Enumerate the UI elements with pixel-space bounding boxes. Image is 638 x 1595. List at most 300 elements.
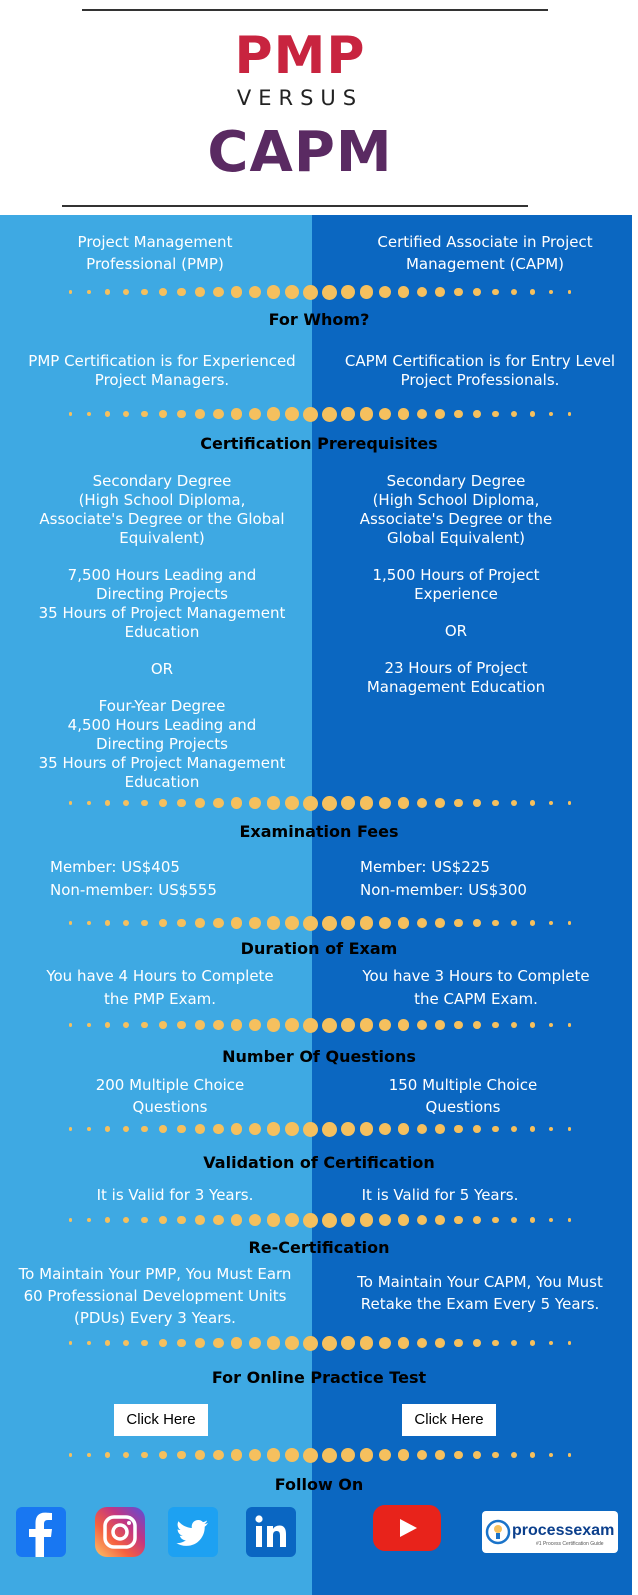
dot-divider [0, 1210, 638, 1230]
svg-text:#1 Process Certification Guide: #1 Process Certification Guide [536, 1541, 604, 1547]
top-divider [82, 9, 548, 11]
divider-dot [379, 1449, 391, 1461]
divider-dot [213, 1338, 224, 1349]
divider-dot [159, 288, 167, 296]
heading-practice-test: For Online Practice Test [211, 1368, 427, 1387]
divider-dot [473, 919, 481, 927]
pmp-duration: You have 4 Hours to Complete the PMP Exam. [46, 967, 274, 1008]
divider-dot [231, 1214, 242, 1225]
divider-dot [530, 1217, 535, 1222]
divider-dot [177, 1451, 186, 1460]
divider-dot [285, 916, 299, 930]
divider-dot [213, 1020, 224, 1031]
heading-for-whom: For Whom? [268, 310, 370, 329]
divider-dot [568, 1218, 571, 1221]
divider-dot [454, 1125, 463, 1134]
prereq-line: Four-Year Degree [98, 697, 226, 715]
divider-dot [549, 1453, 553, 1457]
divider-dot [454, 1021, 463, 1030]
divider-dot [141, 411, 148, 418]
divider-dot [360, 285, 373, 298]
pmp-prerequisites [12, 472, 312, 792]
divider-dot [511, 1126, 517, 1132]
divider-dot [568, 1453, 571, 1456]
divider-dot [322, 1122, 337, 1137]
divider-dot [511, 1340, 517, 1346]
divider-dot [322, 916, 337, 931]
divider-dot [398, 286, 409, 297]
divider-dot [195, 1338, 205, 1348]
divider-dot [285, 1122, 299, 1136]
divider-dot [454, 799, 463, 808]
divider-dot [141, 1217, 148, 1224]
prereq-line: Management Education [366, 678, 546, 696]
divider-dot [285, 285, 299, 299]
divider-dot [549, 1023, 553, 1027]
prereq-line: Secondary Degree [386, 472, 526, 490]
divider-dot [360, 1213, 373, 1226]
divider-dot [417, 918, 428, 929]
divider-dot [360, 1448, 373, 1461]
divider-dot [141, 1022, 148, 1029]
divider-dot [398, 408, 409, 419]
heading-duration: Duration of Exam [240, 939, 398, 958]
prereq-line: Associate's Degree or the [359, 510, 553, 528]
pmp-practice-button[interactable]: Click Here [114, 1404, 208, 1436]
divider-dot [141, 800, 148, 807]
capm-recertification: To Maintain Your CAPM, You Must Retake the Exam Every 5 Years. [357, 1273, 603, 1313]
capm-validity: It is Valid for 5 Years. [361, 1186, 519, 1204]
processexam-logo[interactable] [482, 1511, 618, 1553]
divider-dot [159, 410, 167, 418]
divider-dot [435, 409, 445, 419]
divider-dot [379, 1019, 391, 1031]
divider-dot [105, 289, 110, 294]
prereq-line: Associate's Degree or the Global [39, 510, 285, 528]
divider-dot [322, 796, 337, 811]
divider-dot [417, 1450, 428, 1461]
divider-dot [530, 800, 535, 805]
divider-dot [87, 1023, 91, 1027]
heading-validation: Validation of Certification [203, 1153, 435, 1172]
divider-dot [213, 287, 224, 298]
divider-dot [379, 1214, 391, 1226]
divider-dot [123, 1022, 129, 1028]
divider-dot [473, 799, 481, 807]
divider-dot [249, 408, 261, 420]
pmp-full-name: Project Management Professional (PMP) [77, 233, 233, 273]
divider-dot [568, 412, 571, 415]
divider-dot [549, 801, 553, 805]
title-versus: VERSUS [236, 86, 364, 110]
divider-dot [249, 1337, 261, 1349]
divider-dot [267, 1448, 280, 1461]
divider-dot [267, 285, 280, 298]
divider-dot [249, 917, 261, 929]
divider-dot [249, 1214, 261, 1226]
divider-dot [473, 1451, 481, 1459]
capm-member-fee: Member: US$225 [360, 858, 490, 876]
divider-dot [231, 286, 242, 297]
prereq-line: Directing Projects [95, 735, 228, 753]
divider-dot [303, 407, 318, 422]
prereq-line: 35 Hours of Project Management [38, 604, 286, 622]
divider-dot [195, 409, 205, 419]
divider-dot [398, 1337, 409, 1348]
divider-dot [195, 287, 205, 297]
divider-dot [435, 1020, 445, 1030]
divider-dot [87, 1341, 91, 1345]
pmp-validity: It is Valid for 3 Years. [96, 1186, 254, 1204]
divider-dot [435, 1124, 445, 1134]
divider-dot [360, 1018, 373, 1031]
divider-dot [303, 285, 318, 300]
divider-dot [549, 1218, 553, 1222]
prereq-line: Education [124, 773, 200, 791]
divider-dot [511, 800, 517, 806]
divider-dot [435, 1338, 445, 1348]
divider-dot [105, 411, 110, 416]
divider-dot [454, 288, 463, 297]
divider-dot [398, 1214, 409, 1225]
divider-dot [435, 1215, 445, 1225]
divider-dot [141, 289, 148, 296]
divider-dot [177, 1339, 186, 1348]
divider-dot [473, 1339, 481, 1347]
divider-dot [341, 796, 355, 810]
divider-dot [530, 1452, 535, 1457]
divider-dot [231, 1337, 242, 1348]
divider-dot [568, 1127, 571, 1130]
divider-dot [379, 286, 391, 298]
divider-dot [159, 1021, 167, 1029]
divider-dot [379, 1123, 391, 1135]
bottom-divider [62, 205, 528, 207]
divider-dot [69, 921, 72, 924]
title-pmp: PMP [234, 26, 366, 86]
divider-dot [303, 1213, 318, 1228]
divider-dot [398, 797, 409, 808]
divider-dot [231, 408, 242, 419]
divider-dot [123, 411, 129, 417]
dot-divider [0, 913, 638, 933]
divider-dot [549, 1127, 553, 1131]
divider-dot [341, 1448, 355, 1462]
divider-dot [303, 1122, 318, 1137]
divider-dot [435, 1450, 445, 1460]
divider-dot [213, 1450, 224, 1461]
divider-dot [195, 1450, 205, 1460]
capm-duration: You have 3 Hours to Complete the CAPM Exam. [362, 967, 590, 1008]
divider-dot [141, 1452, 148, 1459]
divider-dot [492, 1452, 499, 1459]
divider-dot [492, 411, 499, 418]
divider-dot [511, 1022, 517, 1028]
divider-dot [213, 918, 224, 929]
divider-dot [568, 921, 571, 924]
divider-dot [267, 1018, 280, 1031]
divider-dot [435, 798, 445, 808]
dot-divider [0, 282, 638, 302]
divider-dot [177, 1125, 186, 1134]
divider-dot [492, 1022, 499, 1029]
divider-dot [123, 1340, 129, 1346]
capm-questions: 150 Multiple Choice Questions [388, 1076, 538, 1116]
divider-dot [379, 797, 391, 809]
divider-dot [105, 800, 110, 805]
prereq-line: Equivalent) [119, 529, 205, 547]
divider-dot [379, 917, 391, 929]
divider-dot [379, 408, 391, 420]
divider-dot [285, 407, 299, 421]
pmp-recertification: To Maintain Your PMP, You Must Earn 60 Professional Development Units (PDUs) Every 3 Years. [18, 1265, 292, 1327]
divider-dot [303, 796, 318, 811]
divider-dot [341, 1213, 355, 1227]
divider-dot [69, 1023, 72, 1026]
divider-dot [69, 801, 72, 804]
divider-dot [341, 916, 355, 930]
divider-dot [231, 1019, 242, 1030]
divider-dot [159, 1339, 167, 1347]
capm-prerequisites [326, 472, 586, 697]
heading-follow-on: Follow On [274, 1475, 364, 1494]
divider-dot [105, 1217, 110, 1222]
divider-dot [69, 290, 72, 293]
divider-dot [141, 920, 148, 927]
divider-dot [303, 1336, 318, 1351]
dot-divider [0, 1445, 638, 1465]
divider-dot [159, 1216, 167, 1224]
dot-divider [0, 404, 638, 424]
capm-nonmember-fee: Non-member: US$300 [360, 881, 527, 899]
capm-practice-button[interactable]: Click Here [402, 1404, 496, 1436]
dot-divider [0, 1119, 638, 1139]
divider-dot [549, 921, 553, 925]
instagram-icon[interactable] [95, 1507, 145, 1557]
divider-dot [213, 1215, 224, 1226]
divider-dot [195, 918, 205, 928]
divider-dot [322, 1448, 337, 1463]
divider-dot [568, 801, 571, 804]
linkedin-icon[interactable] [246, 1507, 296, 1557]
divider-dot [398, 1449, 409, 1460]
prereq-line: 35 Hours of Project Management [38, 754, 286, 772]
prereq-line: 1,500 Hours of Project [372, 566, 540, 584]
divider-dot [417, 1020, 428, 1031]
divider-dot [195, 798, 205, 808]
divider-dot [341, 407, 355, 421]
prereq-or: OR [444, 622, 468, 640]
divider-dot [231, 797, 242, 808]
heading-prerequisites: Certification Prerequisites [200, 434, 438, 453]
prereq-line: (High School Diploma, [372, 491, 540, 509]
divider-dot [303, 1018, 318, 1033]
divider-dot [267, 916, 280, 929]
divider-dot [473, 410, 481, 418]
divider-dot [105, 1126, 110, 1131]
divider-dot [69, 1341, 72, 1344]
divider-dot [530, 1126, 535, 1131]
divider-dot [454, 1451, 463, 1460]
divider-dot [473, 1021, 481, 1029]
divider-dot [322, 285, 337, 300]
divider-dot [322, 1018, 337, 1033]
divider-dot [87, 921, 91, 925]
divider-dot [159, 1451, 167, 1459]
divider-dot [267, 1122, 280, 1135]
divider-dot [341, 1122, 355, 1136]
divider-dot [530, 289, 535, 294]
divider-dot [177, 1021, 186, 1030]
divider-dot [568, 1341, 571, 1344]
heading-questions: Number Of Questions [222, 1047, 416, 1066]
divider-dot [159, 1125, 167, 1133]
pmp-questions: 200 Multiple Choice Questions [95, 1076, 245, 1116]
prereq-line: Directing Projects [95, 585, 228, 603]
capm-full-name: Certified Associate in Project Management (CAPM) [377, 233, 593, 273]
divider-dot [492, 1340, 499, 1347]
divider-dot [285, 1018, 299, 1032]
divider-dot [105, 1340, 110, 1345]
divider-dot [159, 799, 167, 807]
divider-dot [417, 409, 428, 420]
divider-dot [530, 920, 535, 925]
title-capm: CAPM [207, 120, 393, 185]
divider-dot [213, 798, 224, 809]
divider-dot [249, 1449, 261, 1461]
divider-dot [492, 289, 499, 296]
divider-dot [492, 1126, 499, 1133]
prereq-line: Experience [414, 585, 498, 603]
facebook-icon[interactable] [16, 1507, 66, 1557]
divider-dot [159, 919, 167, 927]
divider-dot [141, 1126, 148, 1133]
divider-dot [435, 287, 445, 297]
prereq-line: Secondary Degree [92, 472, 232, 490]
pmp-member-fee: Member: US$405 [50, 858, 180, 876]
divider-dot [473, 288, 481, 296]
divider-dot [249, 1123, 261, 1135]
divider-dot [87, 1218, 91, 1222]
divider-dot [267, 796, 280, 809]
divider-dot [69, 412, 72, 415]
divider-dot [398, 917, 409, 928]
divider-dot [177, 799, 186, 808]
divider-dot [322, 1336, 337, 1351]
divider-dot [417, 287, 428, 298]
divider-dot [123, 1126, 129, 1132]
twitter-icon[interactable] [168, 1507, 218, 1557]
divider-dot [69, 1218, 72, 1221]
divider-dot [141, 1340, 148, 1347]
divider-dot [105, 920, 110, 925]
divider-dot [568, 290, 571, 293]
divider-dot [195, 1215, 205, 1225]
heading-recertification: Re-Certification [248, 1238, 390, 1257]
divider-dot [249, 1019, 261, 1031]
prereq-line: 4,500 Hours Leading and [67, 716, 257, 734]
divider-dot [213, 1124, 224, 1135]
divider-dot [473, 1216, 481, 1224]
divider-dot [123, 800, 129, 806]
divider-dot [69, 1127, 72, 1130]
divider-dot [249, 286, 261, 298]
divider-dot [87, 1453, 91, 1457]
divider-dot [398, 1019, 409, 1030]
dot-divider [0, 793, 638, 813]
divider-dot [285, 1448, 299, 1462]
prereq-line: Education [124, 623, 200, 641]
divider-dot [303, 916, 318, 931]
divider-dot [492, 920, 499, 927]
divider-dot [530, 1022, 535, 1027]
divider-dot [341, 1018, 355, 1032]
divider-dot [360, 916, 373, 929]
pmp-nonmember-fee: Non-member: US$555 [50, 881, 217, 899]
divider-dot [379, 1337, 391, 1349]
divider-dot [360, 796, 373, 809]
youtube-icon[interactable] [373, 1505, 441, 1551]
divider-dot [398, 1123, 409, 1134]
divider-dot [123, 920, 129, 926]
divider-dot [123, 1452, 129, 1458]
divider-dot [417, 1215, 428, 1226]
divider-dot [87, 412, 91, 416]
divider-dot [231, 917, 242, 928]
divider-dot [511, 1217, 517, 1223]
prereq-line: (High School Diploma, [78, 491, 246, 509]
divider-dot [530, 411, 535, 416]
divider-dot [69, 1453, 72, 1456]
capm-for-whom: CAPM Certification is for Entry Level Project Professionals. [344, 352, 616, 389]
divider-dot [177, 410, 186, 419]
svg-text:processexam: processexam [512, 1522, 615, 1539]
divider-dot [473, 1125, 481, 1133]
divider-dot [123, 1217, 129, 1223]
divider-dot [87, 290, 91, 294]
header [0, 0, 638, 215]
divider-dot [285, 1213, 299, 1227]
divider-dot [249, 797, 261, 809]
divider-dot [87, 1127, 91, 1131]
divider-dot [177, 1216, 186, 1225]
pmp-for-whom: PMP Certification is for Experienced Project Managers. [28, 352, 296, 389]
divider-dot [303, 1448, 318, 1463]
divider-dot [435, 918, 445, 928]
divider-dot [417, 798, 428, 809]
divider-dot [195, 1124, 205, 1134]
divider-dot [530, 1340, 535, 1345]
divider-dot [195, 1020, 205, 1030]
divider-dot [511, 411, 517, 417]
divider-dot [267, 1336, 280, 1349]
divider-dot [322, 407, 337, 422]
divider-dot [267, 407, 280, 420]
divider-dot [341, 1336, 355, 1350]
divider-dot [177, 919, 186, 928]
divider-dot [285, 796, 299, 810]
divider-dot [511, 289, 517, 295]
divider-dot [492, 1217, 499, 1224]
divider-dot [285, 1336, 299, 1350]
divider-dot [549, 412, 553, 416]
divider-dot [454, 1339, 463, 1348]
divider-dot [213, 409, 224, 420]
heading-exam-fees: Examination Fees [239, 822, 399, 841]
divider-dot [360, 1122, 373, 1135]
divider-dot [511, 920, 517, 926]
divider-dot [360, 1336, 373, 1349]
